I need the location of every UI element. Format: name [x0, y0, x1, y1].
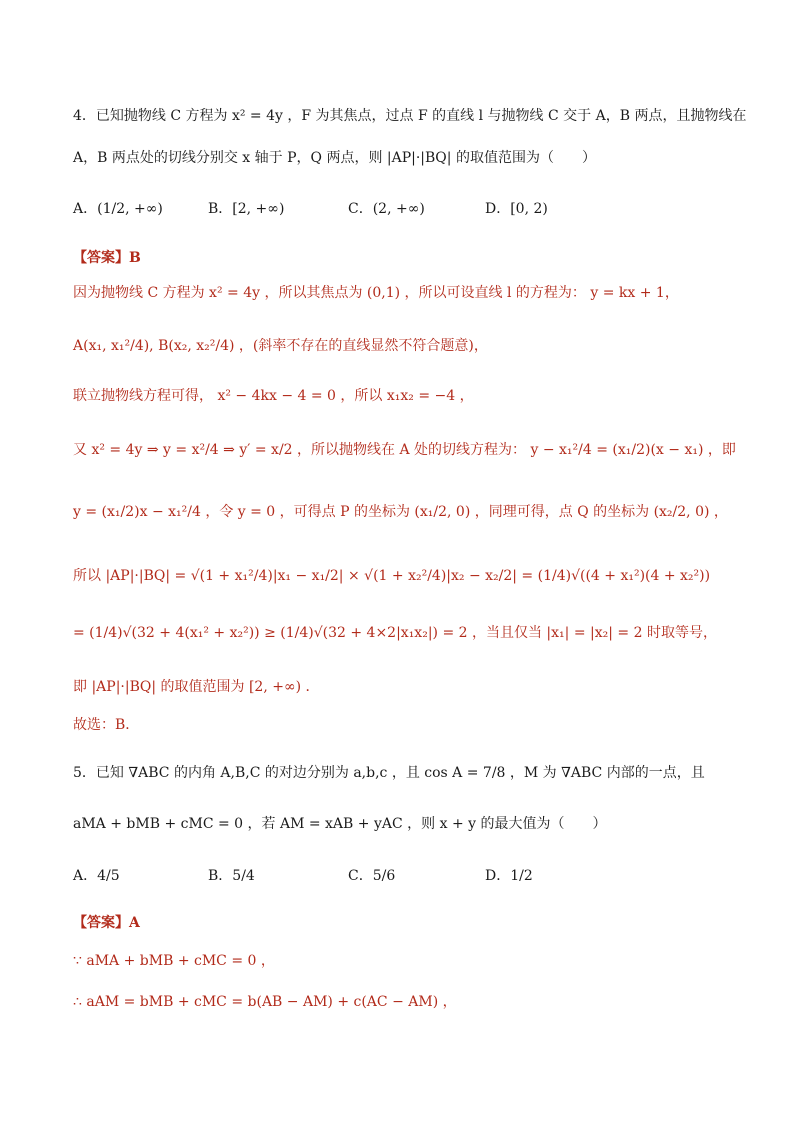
q4-stem-line1: 4．已知抛物线 C 方程为 x² = 4y ，F 为其焦点，过点 F 的直线 l 与抛物线 C 交于 A，B 两点，且抛物线在: [73, 108, 747, 124]
q5-option-b: B．5/4: [208, 868, 255, 884]
q5-solution-line: ∵ aMA + bMB + cMC = 0 ，: [73, 953, 275, 969]
q4-option-d: D．[0, 2): [485, 201, 548, 217]
q5-solution-line: ∴ aAM = bMB + cMC = b(AB − AM) + c(AC − AM) ，: [73, 994, 457, 1010]
q4-solution-line: A(x₁, x₁²/4), B(x₂, x₂²/4) ，(斜率不存在的直线显然不符合题意)，: [73, 338, 488, 354]
q4-solution-line: 因为抛物线 C 方程为 x² = 4y ，所以其焦点为 (0,1) ，所以可设直线 l 的方程为： y = kx + 1，: [73, 285, 679, 301]
q5-option-d: D．1/2: [485, 868, 533, 884]
q4-solution-line: y = (x₁/2)x − x₁²/4 ，令 y = 0 ，可得点 P 的坐标为 (x₁/2, 0) ，同理可得，点 Q 的坐标为 (x₂/2, 0) ，: [73, 504, 728, 520]
q4-stem-line2: A，B 两点处的切线分别交 x 轴于 P，Q 两点，则 |AP|·|BQ| 的取值范围为（ ）: [73, 150, 596, 166]
q4-solution-line: 故选：B．: [73, 717, 140, 733]
q5-stem-line1: 5．已知 ∇ABC 的内角 A,B,C 的对边分别为 a,b,c ，且 cos A = 7/8 ，M 为 ∇ABC 内部的一点，且: [73, 765, 705, 781]
q5-option-c: C．5/6: [348, 868, 396, 884]
q4-option-c: C．(2, +∞): [348, 201, 425, 217]
q4-solution-line: 即 |AP|·|BQ| 的取值范围为 [2, +∞) ．: [73, 679, 320, 695]
q4-solution-line: = (1/4)√(32 + 4(x₁² + x₂²)) ≥ (1/4)√(32 + 4×2|x₁x₂|) = 2 ，当且仅当 |x₁| = |x₂| = 2 时取等号，: [73, 625, 717, 641]
q4-solution-line: 又 x² = 4y ⇒ y = x²/4 ⇒ y′ = x/2 ，所以抛物线在 A 处的切线方程为： y − x₁²/4 = (x₁/2)(x − x₁) ，即: [73, 442, 736, 458]
q4-option-b: B．[2, +∞): [208, 201, 285, 217]
q4-option-a: A．(1/2, +∞): [73, 201, 163, 217]
q5-stem-line2: aMA + bMB + cMC = 0 ，若 AM = xAB + yAC ，则 x + y 的最大值为（ ）: [73, 816, 607, 832]
q4-solution-line: 所以 |AP|·|BQ| = √(1 + x₁²/4)|x₁ − x₁/2| × √(1 + x₂²/4)|x₂ − x₂/2| = (1/4)√((4 + x₁²)(4 + x₂²)): [73, 568, 711, 584]
q4-solution-line: 联立抛物线方程可得， x² − 4kx − 4 = 0 ，所以 x₁x₂ = −4 ，: [73, 388, 474, 404]
q5-option-a: A．4/5: [73, 868, 120, 884]
q4-answer: 【答案】B: [73, 250, 141, 266]
q5-answer: 【答案】A: [73, 915, 140, 931]
